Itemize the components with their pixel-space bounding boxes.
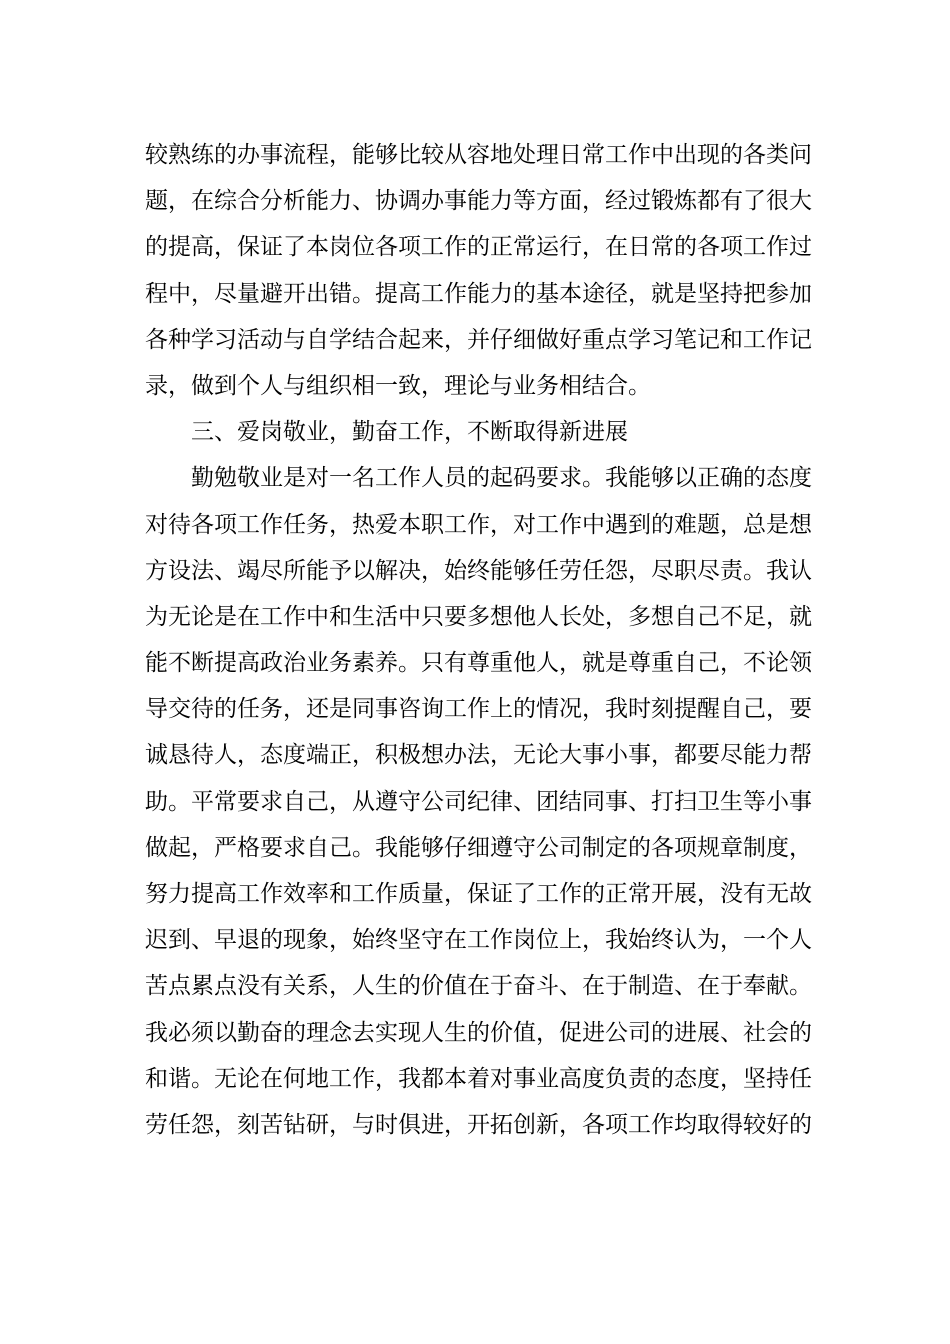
text-line: 方设法、竭尽所能予以解决，始终能够任劳任怨，尽职尽责。我认 xyxy=(145,557,812,584)
text-line: 较熟练的办事流程，能够比较从容地处理日常工作中出现的各类问 xyxy=(145,142,812,168)
text-line: 题，在综合分析能力、协调办事能力等方面，经过锻炼都有了很大 xyxy=(145,188,812,215)
text-line: 勤勉敬业是对一名工作人员的起码要求。我能够以正确的态度 xyxy=(191,465,812,492)
text-line: 迟到、早退的现象，始终坚守在工作岗位上，我始终认为，一个人 xyxy=(145,927,812,954)
text-line: 录，做到个人与组织相一致，理论与业务相结合。 xyxy=(145,372,651,399)
text-line: 助。平常要求自己，从遵守公司纪律、团结同事、打扫卫生等小事 xyxy=(145,788,812,815)
text-line: 诚恳待人，态度端正，积极想办法，无论大事小事，都要尽能力帮 xyxy=(145,742,812,769)
text-line: 劳任怨，刻苦钻研，与时俱进，开拓创新，各项工作均取得较好的 xyxy=(145,1111,812,1138)
text-line: 各种学习活动与自学结合起来，并仔细做好重点学习笔记和工作记 xyxy=(145,326,812,353)
text-line: 做起，严格要求自己。我能够仔细遵守公司制定的各项规章制度， xyxy=(145,834,812,861)
text-line: 导交待的任务，还是同事咨询工作上的情况，我时刻提醒自己，要 xyxy=(145,696,812,723)
text-line: 能不断提高政治业务素养。只有尊重他人，就是尊重自己，不论领 xyxy=(145,650,812,677)
text-line: 对待各项工作任务，热爱本职工作，对工作中遇到的难题，总是想 xyxy=(145,511,812,538)
body-text xyxy=(145,132,810,1148)
text-line: 程中，尽量避开出错。提高工作能力的基本途径，就是坚持把参加 xyxy=(145,280,812,307)
text-line: 的提高，保证了本岗位各项工作的正常运行，在日常的各项工作过 xyxy=(145,234,812,261)
text-line: 我必须以勤奋的理念去实现人生的价值，促进公司的进展、社会的 xyxy=(145,1019,812,1046)
section-heading: 三、爱岗敬业，勤奋工作，不断取得新进展 xyxy=(191,419,628,446)
text-line: 努力提高工作效率和工作质量，保证了工作的正常开展，没有无故 xyxy=(145,881,812,907)
text-line: 为无论是在工作中和生活中只要多想他人长处，多想自己不足，就 xyxy=(145,603,812,630)
text-line: 和谐。无论在何地工作，我都本着对事业高度负责的态度，坚持任 xyxy=(145,1065,812,1092)
text-line: 苦点累点没有关系，人生的价值在于奋斗、在于制造、在于奉献。 xyxy=(145,973,812,1000)
